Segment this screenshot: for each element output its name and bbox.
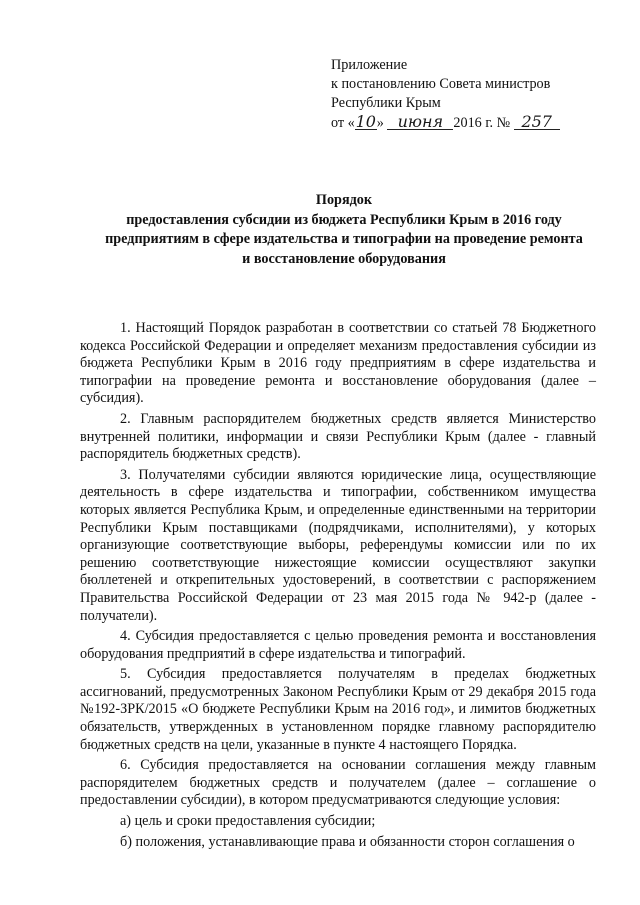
handwritten-number: 257 bbox=[514, 114, 560, 130]
paragraph-6a: а) цель и сроки предоставления субсидии; bbox=[120, 813, 376, 830]
paragraph-3: 3. Получателями субсидии являются юридические лица, осуществляющие деятельность в сфере издательства и типографии, собственником имущества которых является Республика Крым, и определенные единственными на территории Республики Крым поставщиками (подрядчиками, исполнителями), у которых организующие соответствующие выборы, референдумы комиссии или по их решению соответствующие нижестоящие комиссии осуществляют закупки бюллетеней и открепительных удостоверений, в соответствии с распоряжением Правительства Российской Федерации от 23 мая 2015 года № 942-р (далее - получатели). bbox=[80, 466, 596, 624]
appendix-date-line bbox=[331, 111, 560, 133]
paragraph-1: 1. Настоящий Порядок разработан в соответствии со статьей 78 Бюджетного кодекса Российской Федерации и определяет механизм предоставления субсидии из бюджета Республики Крым в 2016 году предприятиям в сфере издательства и типографии на проведение ремонта и восстановление оборудования (далее – субсидия). bbox=[80, 320, 596, 407]
paragraph-5: 5. Субсидия предоставляется получателям в пределах бюджетных ассигнований, предусмотренных Законом Республики Крым от 29 декабря 2015 года №192-ЗРК/2015 «О бюджете Республики Крым на 2016 год», и лимитов бюджетных обязательств, утвержденных в установленном порядке главному распорядителю бюджетных средств на цели, указанные в пункте 4 настоящего Порядка. bbox=[80, 666, 596, 753]
title-line-3: и восстановление оборудования bbox=[242, 250, 446, 267]
handwritten-month: июня bbox=[387, 114, 453, 130]
title-line-1: предоставления субсидии из бюджета Республики Крым в 2016 году bbox=[126, 211, 562, 228]
paragraph-6: 6. Субсидия предоставляется на основании соглашения между главным распорядителем бюджетных средств и получателем (далее – соглашение о предоставлении субсидии), в котором предусматриваются следующие условия: bbox=[80, 757, 596, 809]
document-title bbox=[80, 191, 608, 269]
title-line-2: предприятиям в сфере издательства и типографии на проведение ремонта bbox=[105, 231, 583, 247]
date-prefix: от « bbox=[331, 114, 355, 131]
paragraph-4: 4. Субсидия предоставляется с целью проведения ремонта и восстановления оборудования предприятий в сфере издательства и типографий. bbox=[80, 628, 596, 662]
appendix-label: Приложение bbox=[331, 57, 408, 73]
handwritten-day: 10 bbox=[355, 111, 376, 131]
appendix-header bbox=[331, 56, 560, 133]
appendix-republic: Республики Крым bbox=[331, 95, 441, 112]
date-year: 2016 г. № bbox=[453, 114, 511, 131]
paragraph-6b: б) положения, устанавливающие права и обязанности сторон соглашения о bbox=[120, 833, 575, 850]
date-mid: » bbox=[376, 114, 384, 131]
appendix-decree-ref: к постановлению Совета министров bbox=[331, 76, 551, 93]
document-body bbox=[80, 320, 596, 851]
title-heading: Порядок bbox=[315, 192, 373, 208]
paragraph-2: 2. Главным распорядителем бюджетных средств является Министерство внутренней политики, информации и связи Республики Крым (далее - главный распорядитель бюджетных средств). bbox=[80, 410, 596, 463]
